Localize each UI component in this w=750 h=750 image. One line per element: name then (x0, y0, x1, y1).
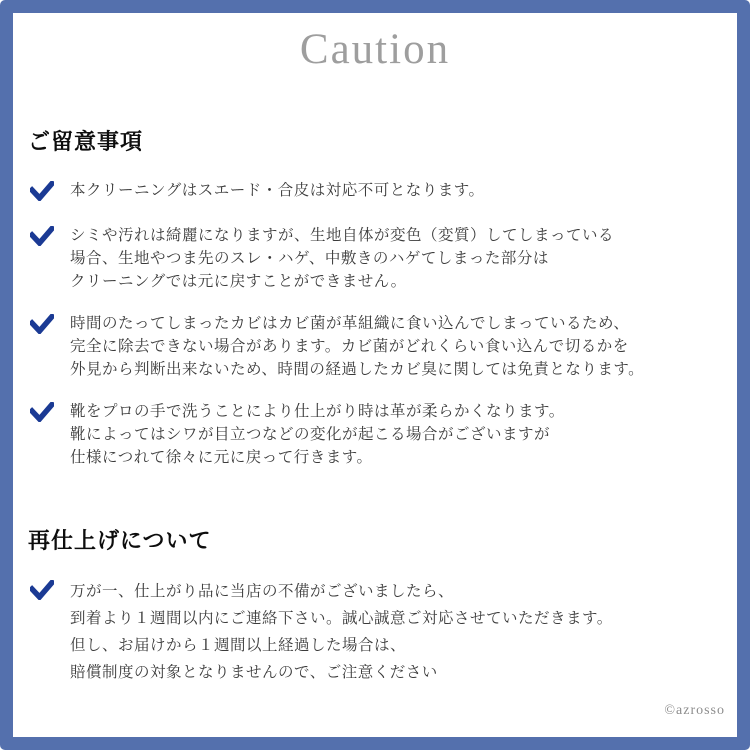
notice-item (13, 179, 737, 202)
page-title: Caution (299, 26, 451, 73)
notice-line: クリーニングでは元に戻すことができません。 (70, 273, 407, 290)
notice-item (13, 312, 737, 381)
notice-line: 時間のたってしまったカビはカビ菌が革組織に食い込んでしまっているため、 (70, 315, 630, 332)
copyright-credit: ©azrosso (664, 703, 725, 718)
check-icon (30, 580, 54, 600)
notice-line: シミや汚れは綺麗になりますが、生地自体が変色（変質）してしまっている (70, 227, 615, 244)
notice-line: 外見から判断出来ないため、時間の経過したカビ臭に関しては免責となります。 (70, 361, 645, 378)
notice-line: 仕様につれて徐々に元に戻って行きます。 (70, 449, 373, 466)
check-icon (30, 181, 54, 201)
check-icon (30, 314, 54, 334)
notice-line: 本クリーニングはスエード・合皮は対応不可となります。 (70, 182, 485, 199)
notice-item (13, 400, 737, 469)
notice-line: 靴をプロの手で洗うことにより仕上がり時は革が柔らかくなります。 (70, 403, 565, 420)
notice-text (70, 179, 484, 202)
notice-text (70, 578, 613, 686)
page-content (13, 13, 737, 737)
notice-line: 到着より１週間以内にご連絡下さい。誠心誠意ご対応させていただきます。 (70, 610, 613, 627)
notice-item (13, 224, 737, 293)
section-heading-notes: ご留意事項 (28, 129, 144, 154)
notice-text (70, 312, 644, 381)
notice-text (70, 224, 614, 293)
notice-text (70, 400, 565, 469)
notice-line: 賠償制度の対象となりませんので、ご注意ください (70, 664, 438, 681)
notice-line: 但し、お届けから１週間以上経過した場合は、 (70, 637, 407, 654)
section-heading-refinish: 再仕上げについて (28, 528, 212, 553)
notice-item (13, 578, 737, 686)
check-icon (30, 402, 54, 422)
notice-line: 場合、生地やつま先のスレ・ハゲ、中敷きのハゲてしまった部分は (70, 250, 549, 267)
check-icon (30, 226, 54, 246)
notice-line: 靴によってはシワが目立つなどの変化が起こる場合がございますが (70, 426, 551, 443)
notice-line: 完全に除去できない場合があります。カビ菌がどれくらい食い込んで切るかを (70, 338, 629, 355)
notice-line: 万が一、仕上がり品に当店の不備がございましたら、 (70, 583, 455, 600)
